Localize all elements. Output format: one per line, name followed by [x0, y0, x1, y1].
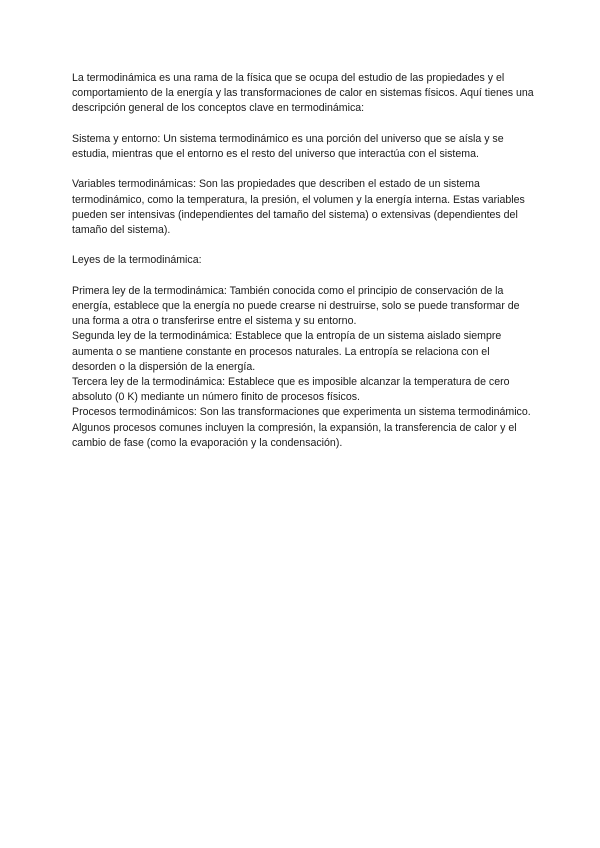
first-law-paragraph: Primera ley de la termodinámica: También conocida como el principio de conservación de la energía, establece que la energía no puede crearse ni destruirse, solo se puede transformar de una forma a otra o transferirse entre el sistema y su entorno.	[72, 284, 520, 328]
second-law-paragraph: Segunda ley de la termodinámica: Establece que la entropía de un sistema aislado siempre aumenta o se mantiene constante en procesos naturales. La entropía se relaciona con el desorden o la dispersión de la energía.	[72, 330, 502, 373]
third-law-paragraph: Tercera ley de la termodinámica: Establece que es imposible alcanzar la temperatura de cero absoluto (0 K) mediante un número finito de procesos físicos.	[72, 376, 510, 404]
processes-paragraph: Procesos termodinámicos: Son las transformaciones que experimenta un sistema termodinámico. Algunos procesos comunes incluyen la compresión, la expansión, la transferencia de calor y el cambio de fase (como la evaporación y la condensación).	[72, 406, 531, 449]
system-environment-paragraph: Sistema y entorno: Un sistema termodinámico es una porción del universo que se aísla y se estudia, mientras que el entorno es el resto del universo que interactúa con el sistema.	[72, 132, 504, 160]
laws-list	[72, 284, 534, 451]
variables-paragraph: Variables termodinámicas: Son las propiedades que describen el estado de un sistema termodinámico, como la temperatura, la presión, el volumen y la energía interna. Estas variables pueden ser intensivas (independientes del tamaño del sistema) o extensivas (dependientes del tamaño del sistema).	[72, 178, 525, 236]
document-page	[72, 71, 534, 451]
intro-paragraph: La termodinámica es una rama de la física que se ocupa del estudio de las propiedades y el comportamiento de la energía y las transformaciones de calor en sistemas físicos. Aquí tienes una descripción general de los conceptos clave en termodinámica:	[72, 72, 534, 115]
laws-heading: Leyes de la termodinámica:	[72, 254, 202, 267]
